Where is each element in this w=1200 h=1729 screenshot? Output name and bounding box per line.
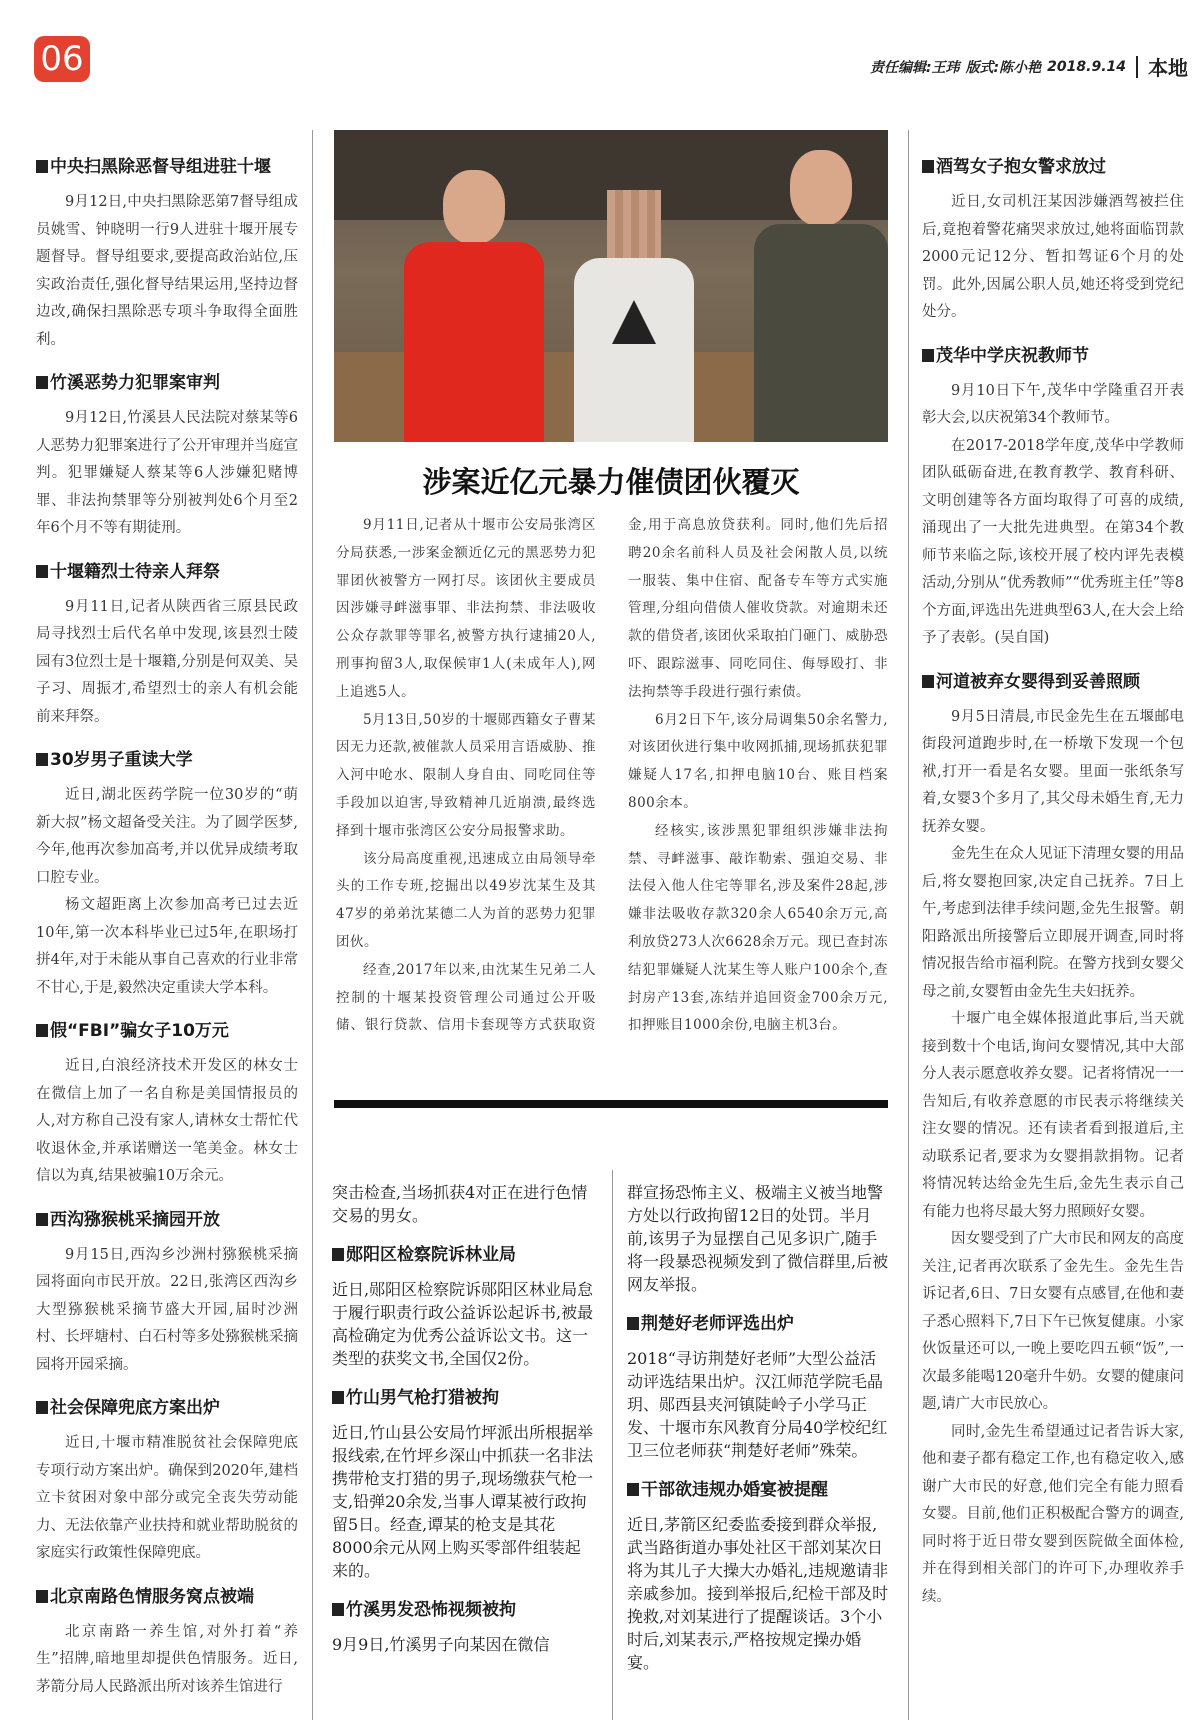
photo-shirt-print xyxy=(612,300,656,344)
photo-body xyxy=(754,224,888,442)
article-paragraph: 经查,2017年以来,由沈某生兄弟二人控制的十堰某投资管理公司通过公开吸储、银行贷款、信用卡套现等方式获取资金,用于高息放贷获利。同时,他们先后招聘20余名前科人员及社会闲散人员,以统一服装、集中住宿、配备专车等方式实施管理,分组向借债人催收贷款。对逾期未还款的借贷者,该团伙采取拍门砸门、威胁恐吓、跟踪滋事、同吃同住、侮辱殴打、非法拘禁等手段进行强行索债。 xyxy=(336,517,888,1034)
news-brief-title: 北京南路色情服务窝点被端 xyxy=(36,1582,298,1607)
news-brief-title: 干部欲违规办婚宴被提醒 xyxy=(627,1475,889,1500)
news-brief-title: 竹溪恶势力犯罪案审判 xyxy=(36,368,298,393)
photo-head xyxy=(790,150,852,226)
news-photo xyxy=(334,130,888,442)
photo-blurred-face xyxy=(607,190,661,260)
news-brief-paragraph: 9月12日,中央扫黑除恶第7督导组成员姚雪、钟晓明一行9人进驻十堰开展专题督导。督导组要求,要提高政治站位,压实政治责任,强化督导结果运用,坚持边督边改,确保扫黑除恶专项斗争取得全面胜利。 xyxy=(36,194,298,348)
photo-person-left xyxy=(404,170,544,442)
article-divider-bar xyxy=(334,1100,888,1108)
column-divider xyxy=(908,130,909,1720)
photo-body xyxy=(574,258,694,442)
middle-column-1 xyxy=(332,1180,594,1655)
news-brief-paragraph: 9月9日,竹溪男子向某因在微信 xyxy=(332,1635,550,1654)
main-article-title: 涉案近亿元暴力催债团伙覆灭 xyxy=(422,465,800,499)
article-paragraph: 经核实,该涉黑犯罪组织涉嫌非法拘禁、寻衅滋事、敲诈勒索、强迫交易、非法侵入他人住宅等罪名,涉及案件28起,涉嫌非法吸收存款320余人6540余万元,高利放贷273人次6628余万元。现已查封冻结犯罪嫌疑人沈某生等人账户100余个,查封房产13套,冻结并追回资金700余万元,扣押账目1000余份,电脑主机3台。 xyxy=(628,822,888,1034)
news-brief-title: 假“FBI”骗女子10万元 xyxy=(36,1016,298,1041)
news-brief-paragraph: 杨文超距离上次参加高考已过去近10年,第一次本科毕业已过5年,在职场打拼4年,对于未能从事自己喜欢的行业非常不甘心,于是,毅然决定重读大学本科。 xyxy=(36,897,298,996)
photo-head xyxy=(443,170,505,244)
column-divider xyxy=(312,130,313,1720)
news-brief-paragraph: 群宣扬恐怖主义、极端主义被当地警方处以行政拘留12日的处罚。半月前,该男子为显摆自己见多识广,随手将一段暴恐视频发到了微信群里,后被网友举报。 xyxy=(627,1183,889,1294)
news-brief-paragraph: 十堰广电全媒体报道此事后,当天就接到数十个电话,询问女婴情况,其中大部分人表示愿意收养女婴。记者将情况一一告知后,有收养意愿的市民表示将继续关注女婴的情况。还有读者看到报道后,主动联系记者,要求为女婴捐款捐物。记者将情况转达给金先生后,金先生表示自己有能力也将尽最大努力照顾好女婴。 xyxy=(922,1011,1184,1220)
news-brief-title: 荆楚好老师评选出炉 xyxy=(627,1309,889,1334)
middle-column-2 xyxy=(627,1180,889,1673)
article-paragraph: 6月2日下午,该分局调集50余名警力,对该团伙进行集中收网抓捕,现场抓获犯罪嫌疑人17名,扣押电脑10台、账目档案800余本。 xyxy=(628,711,888,811)
photo-person-center xyxy=(574,190,694,442)
photo-body xyxy=(404,242,544,442)
article-paragraph: 9月11日,记者从十堰市公安局张湾区分局获悉,一涉案金额近亿元的黑恶势力犯罪团伙被警方一网打尽。该团伙主要成员因涉嫌寻衅滋事罪、非法拘禁、非法吸收公众存款罪等罪名,被警方执行逮捕20人,刑事拘留3人,取保候审1人(未成年人),网上追逃5人。 xyxy=(336,517,596,700)
header-date: 2018.9.14 xyxy=(1047,58,1126,75)
right-column xyxy=(922,138,1184,1611)
news-brief-title: 竹溪男发恐怖视频被拘 xyxy=(332,1595,594,1620)
news-brief-paragraph: 近日,十堰市精准脱贫社会保障兜底专项行动方案出炉。确保到2020年,建档立卡贫困对象中部分或完全丧失劳动能力、无法依靠产业扶持和就业帮助脱贫的家庭实行政策性保障兜底。 xyxy=(36,1435,298,1561)
header-editor: 责任编辑:王玮 xyxy=(869,59,960,76)
news-brief-paragraph: 近日,湖北医药学院一位30岁的“萌新大叔”杨文超备受关注。为了圆学医梦,今年,他再次参加高考,并以优异成绩考取口腔专业。 xyxy=(36,787,298,886)
news-brief-paragraph: 同时,金先生希望通过记者告诉大家,他和妻子都有稳定工作,也有稳定收入,感谢广大市民的好意,他们完全有能力照看女婴。目前,他们正积极配合警方的调查,同时将于近日带女婴到医院做全面体检,并在得到相关部门的许可下,办理收养手续。 xyxy=(922,1423,1184,1605)
news-brief-paragraph: 近日,郧阳区检察院诉郧阳区林业局怠于履行职责行政公益诉讼起诉书,被最高检确定为优秀公益诉讼文书。这一类型的获奖文书,全国仅2份。 xyxy=(332,1280,594,1368)
news-brief-title: 茂华中学庆祝教师节 xyxy=(922,341,1184,366)
section-name: 本地 xyxy=(1148,56,1188,80)
news-brief-paragraph: 9月5日清晨,市民金先生在五堰邮电街段河道跑步时,在一桥墩下发现一个包袱,打开一看是名女婴。里面一张纸条写着,女婴3个多月了,其父母未婚生育,无力抚养女婴。 xyxy=(922,708,1184,835)
news-brief-paragraph: 金先生在众人见证下清理女婴的用品后,将女婴抱回家,决定自己抚养。7日上午,考虑到法律手续问题,金先生报警。朝阳路派出所接警后立即展开调查,同时将情况报告给市福利院。在警方找到女婴父母之前,女婴暂由金先生夫妇抚养。 xyxy=(922,846,1184,1000)
header-divider xyxy=(1136,56,1138,78)
column-divider xyxy=(612,1170,613,1720)
main-article-body xyxy=(336,512,888,1060)
news-brief-paragraph: 近日,茅箭区纪委监委接到群众举报,武当路街道办事处社区干部刘某次日将为其儿子大操大办婚礼,违规邀请非亲戚参加。接到举报后,纪检干部及时挽救,对刘某进行了提醒谈话。3个小时后,刘某表示,严格按规定操办婚宴。 xyxy=(627,1515,889,1672)
news-brief-paragraph: 近日,白浪经济技术开发区的林女士在微信上加了一名自称是美国情报员的人,对方称自己没有家人,请林女士帮忙代收退休金,并承诺赠送一笔美金。林女士信以为真,结果被骗10万余元。 xyxy=(36,1058,298,1184)
news-brief-title: 30岁男子重读大学 xyxy=(36,745,298,770)
news-brief-title: 中央扫黑除恶督导组进驻十堰 xyxy=(36,152,298,177)
news-brief-paragraph: 北京南路一养生馆,对外打着“养生”招牌,暗地里却提供色情服务。近日,茅箭分局人民路派出所对该养生馆进行 xyxy=(36,1623,298,1695)
left-column xyxy=(36,138,298,1701)
photo-person-right xyxy=(754,150,888,442)
news-brief-paragraph: 9月11日,记者从陕西省三原县民政局寻找烈士后代名单中发现,该县烈士陵园有3位烈士是十堰籍,分别是何双美、吴子习、周振才,希望烈士的亲人有机会能前来拜祭。 xyxy=(36,598,298,725)
news-brief-title: 十堰籍烈士待亲人拜祭 xyxy=(36,557,298,582)
news-brief-paragraph: 2018“寻访荆楚好老师”大型公益活动评选结果出炉。汉江师范学院毛晶玥、郧西县夹河镇陡岭子小学马正发、十堰市东风教育分局40学校纪红卫三位老师获“荆楚好老师”殊荣。 xyxy=(627,1349,888,1460)
news-brief-title: 竹山男气枪打猎被拘 xyxy=(332,1383,594,1408)
page-header xyxy=(870,52,1188,81)
news-brief-title: 郧阳区检察院诉林业局 xyxy=(332,1240,594,1265)
news-brief-title: 西沟猕猴桃采摘园开放 xyxy=(36,1205,298,1230)
news-brief-paragraph: 近日,竹山县公安局竹坪派出所根据举报线索,在竹坪乡深山中抓获一名非法携带枪支打猎的男子,现场缴获气枪一支,铅弹20余发,当事人谭某被行政拘留5日。经查,谭某的枪支是其花8000余元从网上购买零部件组装起来的。 xyxy=(332,1423,594,1580)
news-brief-paragraph: 在2017-2018学年度,茂华中学教师团队砥砺奋进,在教育教学、教育科研、文明创建等各方面均取得了可喜的成绩,涌现出了一大批先进典型。在第34个教师节来临之际,该校开展了校内评先表模活动,分别从“优秀教师”“优秀班主任”等8个方面,评选出先进典型63人,在大会上给予了表彰。(吴自国) xyxy=(922,437,1184,646)
news-brief-paragraph: 9月10日下午,茂华中学隆重召开表彰大会,以庆祝第34个教师节。 xyxy=(922,382,1184,426)
header-layout: 版式:陈小艳 xyxy=(965,59,1042,76)
news-brief-title: 河道被弃女婴得到妥善照顾 xyxy=(922,667,1184,692)
article-paragraph: 该分局高度重视,迅速成立由局领导牵头的工作专班,挖掘出以49岁沈某生及其47岁的弟弟沈某德二人为首的恶势力犯罪团伙。 xyxy=(336,850,596,950)
news-brief-title: 社会保障兜底方案出炉 xyxy=(36,1393,298,1418)
page-number: 06 xyxy=(34,36,90,82)
news-brief-paragraph: 因女婴受到了广大市民和网友的高度关注,记者再次联系了金先生。金先生告诉记者,6日、7日女婴有点感冒,在他和妻子悉心照料下,7日下午已恢复健康。小家伙饭量还可以,一晚上要吃四五顿“饭”,一次最多能喝120毫升牛奶。女婴的健康问题,请广大市民放心。 xyxy=(922,1231,1184,1412)
news-brief-paragraph: 9月12日,竹溪县人民法院对蔡某等6人恶势力犯罪案进行了公开审理并当庭宣判。犯罪嫌疑人蔡某等6人涉嫌犯赌博罪、非法拘禁罪等分别被判处6个月至2年6个月不等有期徒刑。 xyxy=(36,410,298,536)
news-brief-paragraph: 近日,女司机汪某因涉嫌酒驾被拦住后,竟抱着警花痛哭求放过,她将面临罚款2000元记12分、暂扣驾证6个月的处罚。此外,因属公职人员,她还将受到党纪处分。 xyxy=(922,194,1184,320)
news-brief-paragraph: 突击检查,当场抓获4对正在进行色情交易的男女。 xyxy=(332,1183,588,1225)
news-brief-title: 酒驾女子抱女警求放过 xyxy=(922,152,1184,177)
news-brief-paragraph: 9月15日,西沟乡沙洲村猕猴桃采摘园将面向市民开放。22日,张湾区西沟乡大型猕猴桃采摘节盛大开园,届时沙洲村、长坪塘村、白石村等多处猕猴桃采摘园将开园采摘。 xyxy=(36,1246,298,1373)
article-paragraph: 5月13日,50岁的十堰郧西籍女子曹某因无力还款,被催款人员采用言语威胁、推入河中呛水、限制人身自由、同吃同住等手段加以迫害,导致精神几近崩溃,最终选择到十堰市张湾区公安分局报警求助。 xyxy=(336,711,596,839)
